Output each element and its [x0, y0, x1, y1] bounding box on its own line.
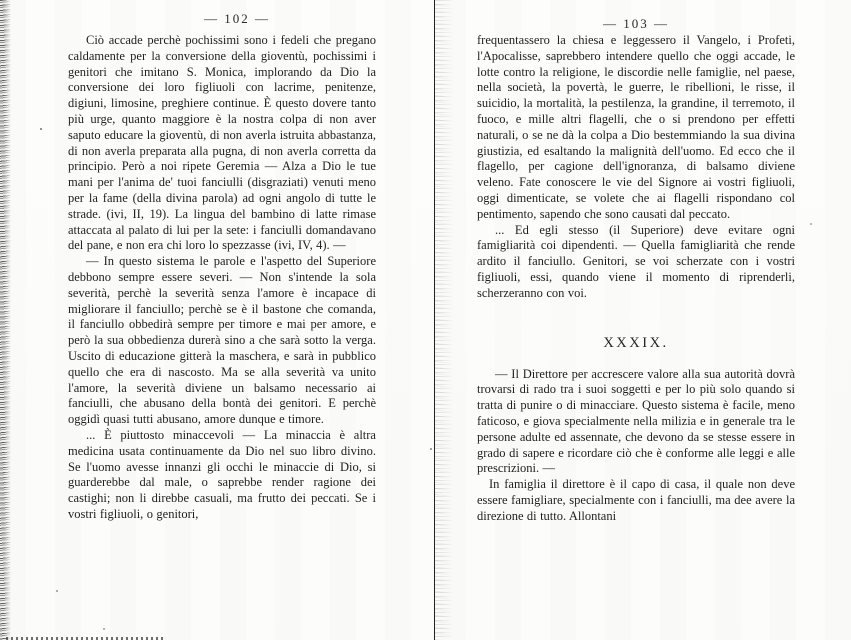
paragraph: Ciò accade perchè pochissimi sono i fedeli che pregano caldamente per la conversione della gioventù, pochissimi i genitori che imitano S. Monica, implorando da Dio la conversione dei loro figliuoli con lacrime, penitenze, digiuni, limosine, preghiere continue. È questo dovere tanto più urge, quanto maggiore è la nostra colpa di non aver saputo educare la gioventù, di non averla istruita abbastanza, di non averla preparata alla pugna, di non averla corretta da principio. Però a noi ripete Geremia — Alza a Dio le tue mani per l'anima de' tuoi fanciulli (disgraziati) venuti meno per la fame (della divina parola) ad ogni angolo di tutte le strade. (ivi, II, 19). La lingua del bambino di latte rimase attaccata al palato di lui per la sete: i fanciulli domandavano del pane, e non era chi loro lo spezzasse (ivi, IV, 4). — [68, 33, 376, 253]
gutter-scan-noise [435, 0, 455, 640]
left-page [68, 11, 376, 523]
paragraph: frequentassero la chiesa e leggessero il Vangelo, i Profeti, l'Apocalisse, saprebbero intendere quello che oggi accade, le lotte contro la religione, le discordie nelle famiglie, nel paese, nella società, la povertà, le guerre, le ribellioni, le risse, il suicidio, la mortalità, la pestilenza, la grandine, il terremoto, il fuoco, e mille altri flagelli, che o si prendono per effetti naturali, o se ne dà la colpa a Dio bestemmiando la sua divina giustizia, ed esaltando la malignità dell'uomo. Ed ecco che il flagello, per cagione dell'ignoranza, di balsamo diviene veleno. Fate conoscere le vie del Signore ai vostri figliuoli, oggi dimenticate, se volete che ai flagelli rispondano col pentimento, sapendo che sono causati dal peccato. [477, 33, 795, 221]
paragraph: ... È piuttosto minaccevoli — La minaccia è altra medicina usata continuamente da Dio nel suo libro divino. Se l'uomo avesse innanzi gli occhi le minaccie di Dio, si guarderebbe dal male, o saprebbe render ragione dei castighi; non li direbbe casuali, ma frutto dei peccati. Se i vostri figliuoli, o genitori, [68, 427, 376, 521]
scan-specks [40, 128, 42, 130]
paragraph: — In questo sistema le parole e l'aspetto del Superiore debbono sempre essere severi. — Non s'intende la sola severità, perchè la severità senza l'amore è incapace di migliorare il fanciullo; perchè se è il bastone che comanda, il fanciullo obbedirà sempre per timore e mai per amore, e però la sua obbedienza durerà sino a che sarà sotto la verga. Uscito di educazione gitterà la maschera, e sarà in pubblico quello che era di nascosto. Ma se alla severità va unito l'amore, la severità diviene un balsamo necessario ai fanciulli, che abusano della bontà dei genitori. E perchè oggidì quasi tutti abusano, amore dunque e timore. [68, 254, 376, 427]
page-number-right: — 103 — [603, 16, 669, 31]
scan-edge-band [0, 0, 11, 640]
right-page [477, 16, 795, 525]
paragraph: — Il Direttore per accrescere valore alla sua autorità dovrà trovarsi di rado tra i suoi soggetti e per lo più solo quando si tratta di punire o di minacciare. Questo sistema è facile, meno faticoso, e giova specialmente nella milizia e in generale tra le persone adulte ed assennate, che devono da se stesse essere in grado di sapere e ricordare ciò che è conforme alle leggi e alle prescrizioni. — [477, 366, 795, 476]
page-number-left: — 102 — [204, 11, 270, 26]
paragraph: ... Ed egli stesso (il Superiore) deve evitare ogni famigliarità coi dipendenti. — Quella famigliarità che rende ardito il fanciullo. Genitori, se voi scherzate con i vostri figliuoli, essi, quando viene il momento di riprenderli, scherzeranno con voi. [477, 222, 795, 300]
section-heading: XXXIX. [603, 334, 669, 351]
paragraph: In famiglia il direttore è il capo di casa, il quale non deve essere famigliare, specialmente con i fanciulli, ma dee avere la direzione di tutto. Allontani [477, 477, 795, 523]
